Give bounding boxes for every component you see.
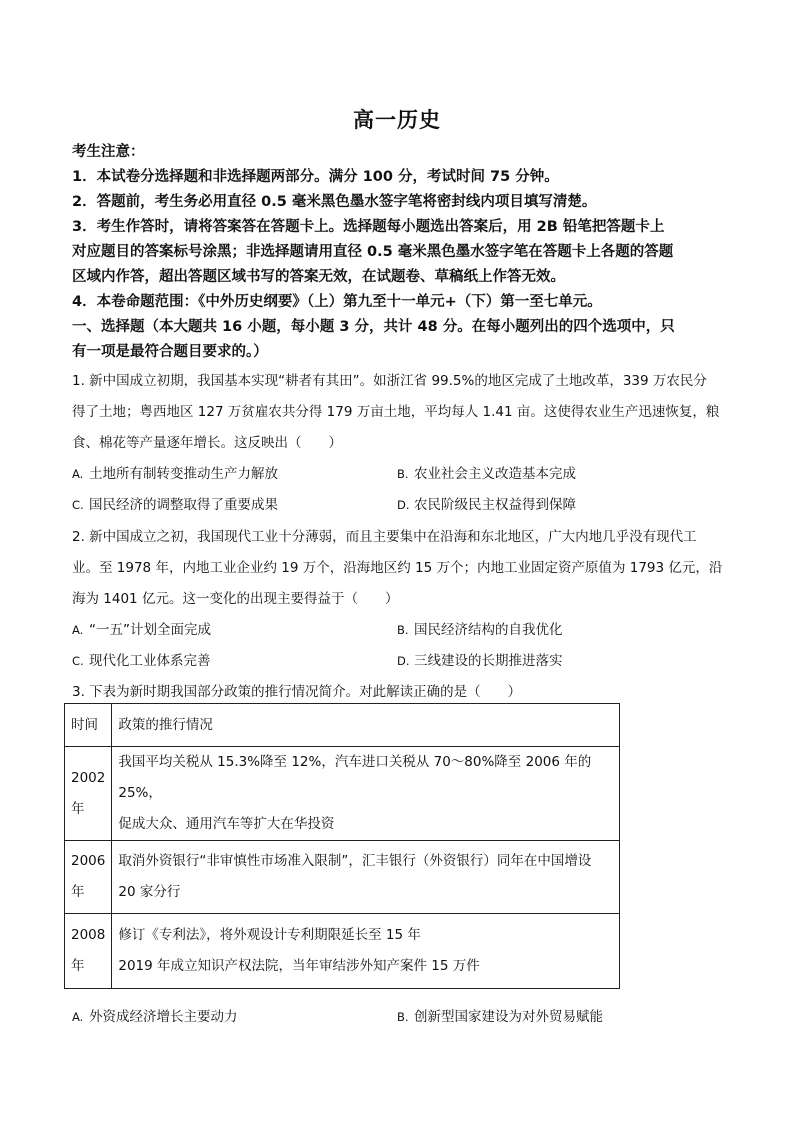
section-heading: 一、选择题（本大题共 16 小题，每小题 3 分，共计 48 分。在每小题列出的四个选项中，只 [72,319,675,335]
option-text: 三线建设的长期推进落实 [414,653,563,669]
q2-stem-line-3: 海为 1401 亿元。这一变化的出现主要得益于（ ） [72,591,399,607]
policy-table [64,703,620,989]
notice-item-2: 2．答题前，考生务必用直径 0.5 毫米黑色墨水签字笔将密封线内项目填写清楚。 [72,194,597,210]
option-letter: D. [397,498,410,512]
option-text: 国民经济结构的自我优化 [414,622,563,638]
q2-option-a[interactable] [72,618,211,638]
option-text: 农业社会主义改造基本完成 [414,466,576,482]
option-text: 国民经济的调整取得了重要成果 [89,497,278,513]
q2-stem-line-1: 2. 新中国成立之初，我国现代工业十分薄弱，而且主要集中在沿海和东北地区，广大内地几乎没有现代工 [72,529,697,545]
notice-item-1: 1．本试卷分选择题和非选择题两部分。满分 100 分，考试时间 75 分钟。 [72,169,559,185]
policy-line: 我国平均关税从 15.3%降至 12%，汽车进口关税从 70～80%降至 2006 年的 25%， [118,754,592,801]
option-letter: D. [397,654,410,668]
table-header-cell: 政策的推行情况 [112,704,620,747]
year-cell [65,841,112,914]
option-text: 土地所有制转变推动生产力解放 [89,466,278,482]
policy-cell [112,841,620,914]
option-letter: C. [72,654,84,668]
year-number: 2002 [71,769,106,786]
q1-stem-line-1: 1. 新中国成立初期，我国基本实现“耕者有其田”。如浙江省 99.5%的地区完成了土地改革，339 万农民分 [72,373,707,389]
table-row [65,841,620,914]
option-letter: B. [397,623,409,637]
table-row [65,747,620,841]
q2-option-c[interactable] [72,649,211,669]
policy-line: 促成大众、通用汽车等扩大在华投资 [118,816,335,832]
option-letter: A. [72,1010,84,1024]
option-text: 外资成经济增长主要动力 [89,1009,238,1025]
policy-line: 取消外资银行“非审慎性市场准入限制”，汇丰银行（外资银行）同年在中国增设 [118,853,592,869]
notice-item-3-cont2: 区域内作答，超出答题区域书写的答案无效，在试题卷、草稿纸上作答无效。 [72,269,565,285]
year-cell [65,914,112,989]
q3-stem: 3. 下表为新时期我国部分政策的推行情况简介。对此解读正确的是（ ） [72,684,522,700]
policy-line: 20 家分行 [118,884,181,900]
year-number: 2006 [71,853,106,869]
q1-option-c[interactable] [72,493,278,513]
q3-option-a[interactable] [72,1005,238,1025]
option-letter: A. [72,467,84,481]
q2-option-b[interactable] [397,618,563,638]
policy-cell [112,747,620,841]
table-row [65,914,620,989]
option-letter: B. [397,1010,409,1024]
option-text: 农民阶级民主权益得到保障 [414,497,576,513]
q1-option-d[interactable] [397,493,576,513]
q1-option-a[interactable] [72,462,278,482]
table-header-row [65,704,620,747]
year-cell [65,747,112,841]
year-suffix: 年 [71,800,85,817]
table-header-cell: 时间 [65,704,112,747]
policy-line: 修订《专利法》，将外观设计专利期限延长至 15 年 [118,927,421,943]
exam-title: 高一历史 [353,108,441,132]
option-text: “一五”计划全面完成 [89,622,211,638]
section-heading-cont: 有一项是最符合题目要求的。） [72,344,268,360]
notice-heading: 考生注意： [72,144,145,160]
q2-option-d[interactable] [397,649,563,669]
year-number: 2008 [71,927,106,943]
option-text: 现代化工业体系完善 [89,653,211,669]
notice-item-4: 4．本卷命题范围：《中外历史纲要》（上）第九至十一单元+（下）第一至七单元。 [72,294,602,310]
notice-item-3-cont: 对应题目的答案标号涂黑；非选择题请用直径 0.5 毫米黑色墨水签字笔在答题卡上各题的答题 [72,244,674,260]
policy-line: 2019 年成立知识产权法院，当年审结涉外知产案件 15 万件 [118,958,480,974]
year-suffix: 年 [71,884,85,900]
q3-option-b[interactable] [397,1005,603,1025]
notice-item-3: 3．考生作答时，请将答案答在答题卡上。选择题每小题选出答案后，用 2B 铅笔把答题卡上 [72,219,665,235]
year-suffix: 年 [71,958,85,974]
option-letter: A. [72,623,84,637]
q1-stem-line-2: 得了土地；粤西地区 127 万贫雇农共分得 179 万亩土地，平均每人 1.41 亩。这使得农业生产迅速恢复，粮 [72,404,720,420]
q2-stem-line-2: 业。至 1978 年，内地工业企业约 19 万个，沿海地区约 15 万个；内地工业固定资产原值为 1793 亿元，沿 [72,560,723,576]
option-letter: C. [72,498,84,512]
q1-stem-line-3: 食、棉花等产量逐年增长。这反映出（ ） [72,435,342,451]
option-letter: B. [397,467,409,481]
q1-option-b[interactable] [397,462,576,482]
option-text: 创新型国家建设为对外贸易赋能 [414,1009,603,1025]
policy-cell [112,914,620,989]
